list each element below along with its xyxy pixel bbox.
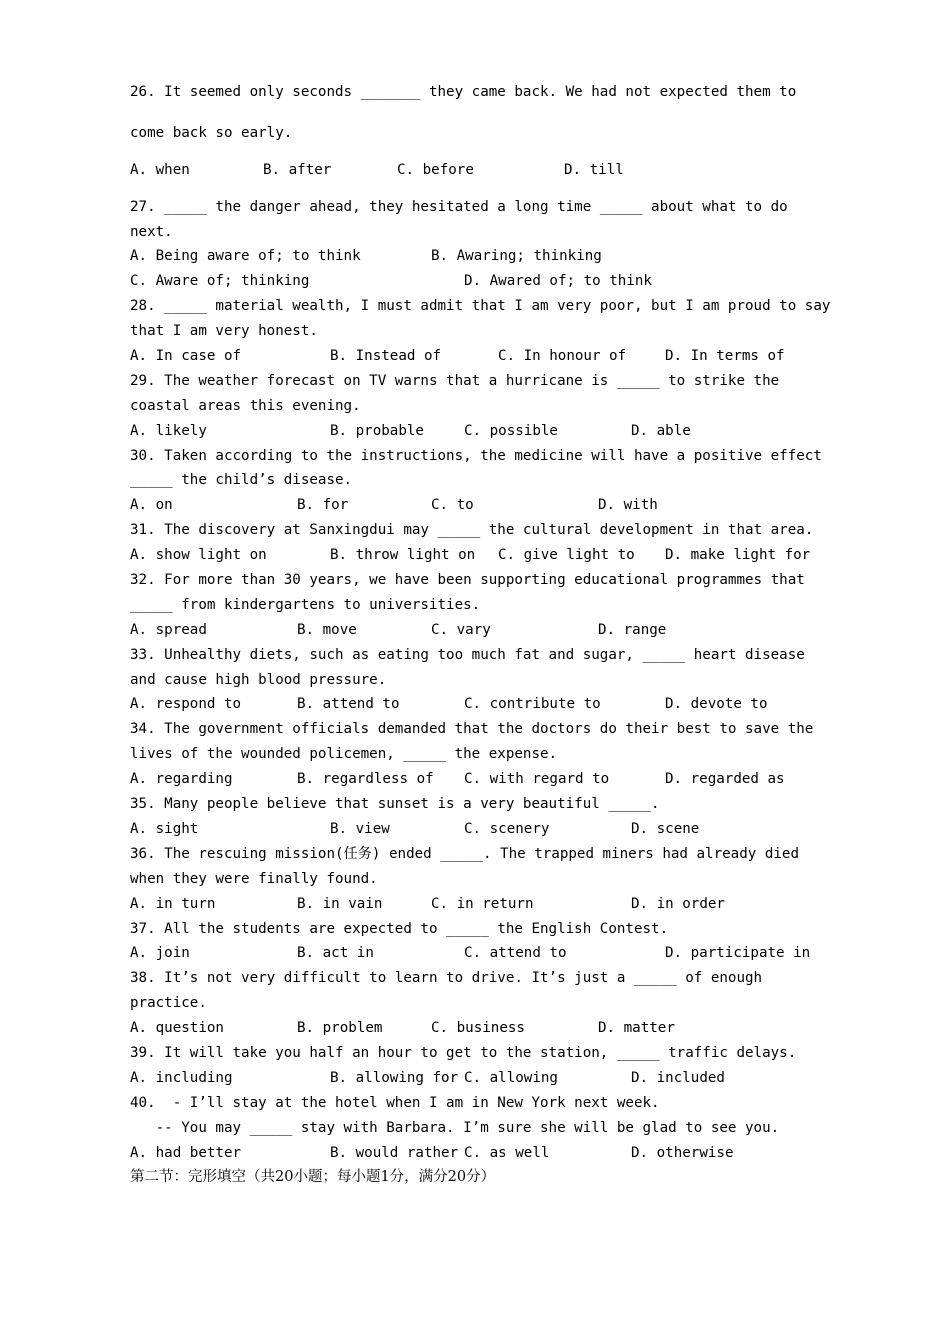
- option-a: A. when: [130, 161, 190, 178]
- question-28: [130, 294, 830, 369]
- question-stem: 36. The rescuing mission(任务) ended _____. The trapped miners had already died: [130, 845, 799, 862]
- option-d: D. Awared of; to think: [464, 273, 652, 290]
- option-b: B. Awaring; thinking: [431, 248, 602, 265]
- question-26: [130, 80, 830, 195]
- option-a: A. likely: [130, 422, 207, 439]
- question-36: [130, 842, 830, 917]
- option-a: A. question: [130, 1020, 224, 1037]
- option-d: D. scene: [631, 820, 700, 837]
- question-stem: 28. _____ material wealth, I must admit that I am very poor, but I am proud to say: [130, 298, 831, 315]
- option-c: C. with regard to: [464, 771, 610, 788]
- option-c: C. vary: [431, 621, 491, 638]
- option-b: B. throw light on: [330, 547, 476, 564]
- question-stem: 30. Taken according to the instructions, the medicine will have a positive effect: [130, 447, 822, 464]
- question-stem: _____ from kindergartens to universities.: [130, 596, 481, 613]
- option-c: C. give light to: [498, 547, 635, 564]
- options-row: [130, 269, 830, 294]
- question-stem: 38. It’s not very difficult to learn to drive. It’s just a _____ of enough: [130, 970, 763, 987]
- question-29: [130, 369, 830, 444]
- option-d: D. with: [598, 497, 658, 514]
- question-stem: -- You may _____ stay with Barbara. I’m sure she will be glad to see you.: [130, 1119, 780, 1136]
- question-stem: practice.: [130, 995, 207, 1012]
- option-d: D. make light for: [665, 547, 811, 564]
- option-b: B. for: [297, 497, 349, 514]
- option-c: C. In honour of: [498, 348, 627, 365]
- option-a: A. In case of: [130, 348, 242, 365]
- option-c: C. to: [431, 497, 474, 514]
- options-row: [130, 941, 830, 966]
- option-b: B. move: [297, 621, 357, 638]
- options-row: [130, 344, 830, 369]
- option-d: D. participate in: [665, 945, 811, 962]
- question-stem: 33. Unhealthy diets, such as eating too much fat and sugar, _____ heart disease: [130, 646, 805, 663]
- option-d: D. devote to: [665, 696, 768, 713]
- question-35: [130, 792, 830, 842]
- option-a: A. on: [130, 497, 173, 514]
- option-a: A. spread: [130, 621, 207, 638]
- question-stem: coastal areas this evening.: [130, 397, 361, 414]
- option-c: C. contribute to: [464, 696, 601, 713]
- question-stem: when they were finally found.: [130, 870, 378, 887]
- options-row: [130, 493, 830, 518]
- option-a: A. Being aware of; to think: [130, 248, 361, 265]
- options-row: [130, 692, 830, 717]
- option-b: B. in vain: [297, 895, 383, 912]
- option-c: C. in return: [431, 895, 534, 912]
- option-b: B. view: [330, 820, 390, 837]
- option-b: B. after: [263, 161, 332, 178]
- question-stem: lives of the wounded policemen, _____ the expense.: [130, 746, 558, 763]
- question-39: [130, 1041, 830, 1091]
- option-d: D. able: [631, 422, 691, 439]
- options-row: [130, 244, 830, 269]
- option-b: B. probable: [330, 422, 424, 439]
- options-row: [130, 1016, 830, 1041]
- option-c: C. as well: [464, 1144, 550, 1161]
- option-b: B. allowing for: [330, 1069, 459, 1086]
- option-a: A. in turn: [130, 895, 216, 912]
- question-30: [130, 444, 830, 519]
- question-stem: 40. - I’ll stay at the hotel when I am in New York next week.: [130, 1094, 660, 1111]
- option-d: D. included: [631, 1069, 725, 1086]
- section-heading: 第二节：完形填空（共20小题；每小题1分，满分20分）: [130, 1169, 496, 1186]
- option-a: A. join: [130, 945, 190, 962]
- question-stem: come back so early.: [130, 124, 293, 141]
- question-stem: 37. All the students are expected to _____ the English Contest.: [130, 920, 669, 937]
- question-stem: 35. Many people believe that sunset is a very beautiful _____.: [130, 796, 660, 813]
- question-31: [130, 518, 830, 568]
- option-c: C. Aware of; thinking: [130, 273, 310, 290]
- question-34: [130, 717, 830, 792]
- option-c: C. allowing: [464, 1069, 558, 1086]
- option-d: D. range: [598, 621, 667, 638]
- question-37: [130, 917, 830, 967]
- option-d: D. regarded as: [665, 771, 785, 788]
- option-b: B. Instead of: [330, 348, 442, 365]
- options-row: [130, 892, 830, 917]
- question-stem: _____ the child’s disease.: [130, 472, 353, 489]
- option-a: A. including: [130, 1069, 233, 1086]
- options-row: [130, 1066, 830, 1091]
- question-stem: and cause high blood pressure.: [130, 671, 387, 688]
- options-row: [130, 767, 830, 792]
- question-stem: 31. The discovery at Sanxingdui may _____ the cultural development in that area.: [130, 522, 814, 539]
- option-a: A. had better: [130, 1144, 242, 1161]
- question-stem: next.: [130, 223, 173, 240]
- option-d: D. till: [564, 161, 624, 178]
- question-38: [130, 966, 830, 1041]
- question-stem: 26. It seemed only seconds _______ they came back. We had not expected them to: [130, 84, 797, 100]
- option-c: C. possible: [464, 422, 558, 439]
- option-a: A. respond to: [130, 696, 242, 713]
- options-row: [130, 158, 830, 183]
- question-stem: that I am very honest.: [130, 323, 318, 340]
- option-d: D. matter: [598, 1020, 675, 1037]
- option-c: C. business: [431, 1020, 525, 1037]
- option-b: B. attend to: [297, 696, 400, 713]
- question-40: [130, 1091, 830, 1166]
- question-33: [130, 643, 830, 718]
- option-d: D. In terms of: [665, 348, 785, 365]
- options-row: [130, 419, 830, 444]
- option-b: B. regardless of: [297, 771, 434, 788]
- question-stem: 32. For more than 30 years, we have been supporting educational programmes that: [130, 572, 805, 589]
- option-b: B. problem: [297, 1020, 383, 1037]
- option-a: A. sight: [130, 820, 199, 837]
- question-stem: 29. The weather forecast on TV warns that a hurricane is _____ to strike the: [130, 372, 780, 389]
- option-b: B. act in: [297, 945, 374, 962]
- option-d: D. otherwise: [631, 1144, 734, 1161]
- question-stem: 27. _____ the danger ahead, they hesitated a long time _____ about what to do: [130, 198, 788, 215]
- question-32: [130, 568, 830, 643]
- option-b: B. would rather: [330, 1144, 459, 1161]
- option-c: C. attend to: [464, 945, 567, 962]
- options-row: [130, 1141, 830, 1166]
- option-c: C. before: [397, 161, 474, 178]
- options-row: [130, 618, 830, 643]
- option-a: A. regarding: [130, 771, 233, 788]
- exam-page: [130, 80, 830, 1190]
- option-c: C. scenery: [464, 820, 550, 837]
- question-stem: 34. The government officials demanded that the doctors do their best to save the: [130, 721, 814, 738]
- question-stem: 39. It will take you half an hour to get to the station, _____ traffic delays.: [130, 1044, 797, 1061]
- options-row: [130, 543, 830, 568]
- question-27: [130, 195, 830, 295]
- option-d: D. in order: [631, 895, 725, 912]
- option-a: A. show light on: [130, 547, 267, 564]
- options-row: [130, 817, 830, 842]
